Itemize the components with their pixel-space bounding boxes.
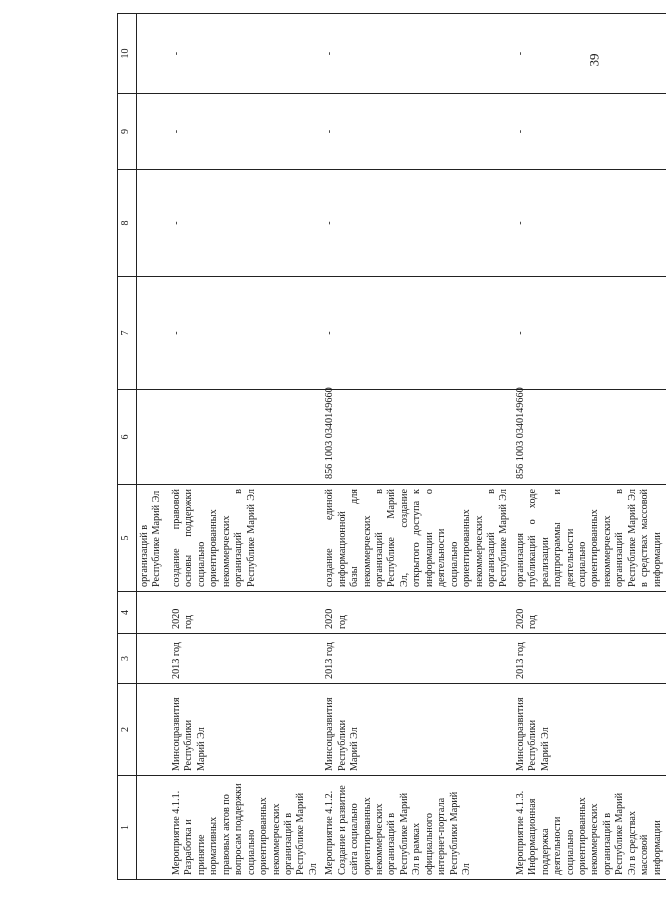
cell-budget-code [169, 390, 322, 485]
cell-value-10: - [169, 14, 322, 94]
cell-empty [137, 277, 170, 390]
cell-empty [137, 390, 170, 485]
column-number-10: 10 [118, 14, 137, 94]
cell-start-year: 2013 год [169, 634, 322, 684]
cell-value-8: - [322, 170, 513, 277]
cell-result: создание единой информационной базы для некоммерческих организаций в Республике Марий Эл, создание открытого доступа к информации о деятельности социально ориентированных некоммерческих организаций в Республике Марий Эл [322, 485, 513, 592]
cell-start-year: 2013 год [322, 634, 513, 684]
cell-executor: Минсоцразвития Республики Марий Эл [322, 684, 513, 776]
cell-measure: Мероприятие 4.1.3. Информационная поддержка деятельности социально ориентированных некоммерческих организаций в Республике Марий Эл в средствах массовой информации [513, 776, 666, 880]
page-number: 39 [586, 53, 602, 67]
cell-empty [137, 684, 170, 776]
cell-empty [137, 592, 170, 634]
cell-value-7: - [169, 277, 322, 390]
cell-value-9: - [322, 94, 513, 170]
column-number-9: 9 [118, 94, 137, 170]
cell-executor: Минсоцразвития Республики Марий Эл [513, 684, 666, 776]
cell-value-9: - [513, 94, 666, 170]
cell-executor: Минсоцразвития Республики Марий Эл [169, 684, 322, 776]
cell-end-year: 2020 год [322, 592, 513, 634]
cell-budget-code: 856 1003 0340149660 [513, 390, 666, 485]
table-row [169, 14, 322, 880]
cell-value-7: - [513, 277, 666, 390]
table-row [322, 14, 513, 880]
cell-empty [137, 634, 170, 684]
cell-empty [137, 170, 170, 277]
column-number-5: 5 [118, 485, 137, 592]
cell-result: создание правовой основы поддержки социально ориентированных некоммерческих организаций в Республике Марий Эл [169, 485, 322, 592]
column-number-1: 1 [118, 776, 137, 880]
rotated-table-wrapper [117, 14, 663, 880]
table-row [513, 14, 666, 880]
cell-value-10: - [513, 14, 666, 94]
column-number-7: 7 [118, 277, 137, 390]
cell-value-8: - [169, 170, 322, 277]
program-measures-table [117, 13, 666, 880]
cell-measure: Мероприятие 4.1.1. Разработка и принятие нормативных правовых актов по вопросам поддержки социально ориентированных некоммерческих организаций в Республике Марий Эл [169, 776, 322, 880]
column-number-4: 4 [118, 592, 137, 634]
cell-value-9: - [169, 94, 322, 170]
column-number-3: 3 [118, 634, 137, 684]
cell-result: организация публикаций о ходе реализации подпрограммы и деятельности социально ориентированных некоммерческих организаций в Республике Марий Эл в средствах массовой информации [513, 485, 666, 592]
cell-end-year: 2020 год [169, 592, 322, 634]
column-number-2: 2 [118, 684, 137, 776]
cell-value-7: - [322, 277, 513, 390]
cell-start-year: 2013 год [513, 634, 666, 684]
table-header-row [118, 14, 137, 880]
cell-end-year: 2020 год [513, 592, 666, 634]
table-row-continuation [137, 14, 170, 880]
cell-budget-code: 856 1003 0340149660 [322, 390, 513, 485]
cell-measure: Мероприятие 4.1.2. Создание и развитие сайта социально ориентированных некоммерческих организаций в Республике Марий Эл в рамках официального интернет-портала Республики Марий Эл [322, 776, 513, 880]
column-number-8: 8 [118, 170, 137, 277]
cell-empty [137, 94, 170, 170]
cell-empty [137, 14, 170, 94]
column-number-6: 6 [118, 390, 137, 485]
cell-value-8: - [513, 170, 666, 277]
cell-result-continuation: организаций в Республике Марий Эл [137, 485, 170, 592]
cell-empty [137, 776, 170, 880]
cell-value-10: - [322, 14, 513, 94]
